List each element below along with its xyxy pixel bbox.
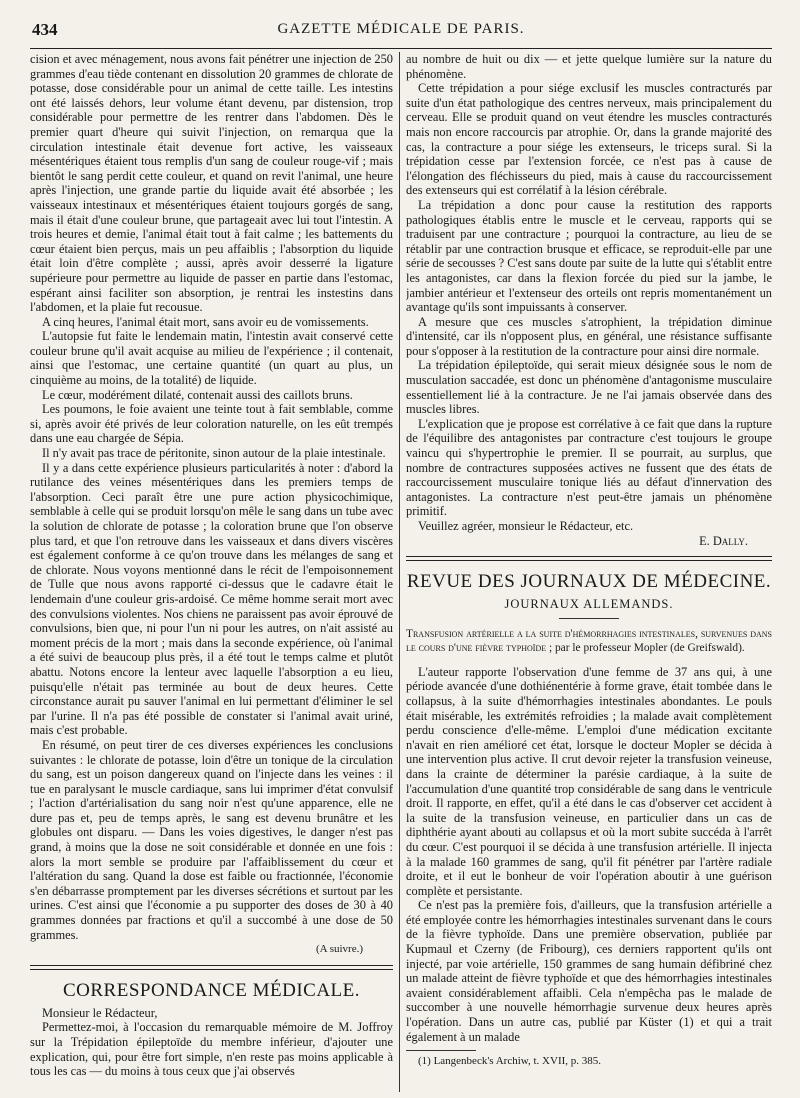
paragraph: cision et avec ménagement, nous avons fait pénétrer une injection de 250 grammes d'eau tiède contenant en dissolution 20 grammes de chlorate de potasse, dose considérable pour un animal de cette taille. Les intestins ont été laissés dehors, leur volume étant devenu, par distension, trop considérable pour permettre de les rentrer dans l'abdomen. Dès le premier quart d'heure qui suivit l'injection, on remarqua que la circulation intestinale était devenue fort active, les vaisseaux mésentériques étaient tous remplis d'un sang de couleur rouge-vif ; mais bientôt le sang perdit cette couleur, et quand on revit l'animal, une heure après l'injection, une grande partie du liquide avait été absorbée ; les vaisseaux intestinaux et mésentériques étaient toujours gorgés de sang, mais il était d'une couleur brune, que partageait avec lui tout l'intestin. A trois heures et demie, l'animal était tout à fait calme ; les battements du cœur étaient bien perçus, mais un peu affaiblis ; l'absorption du liquide était loin d'être complète ; aussi, après avoir desserré la ligature supérieure pour permettre au liquide de passer en partie dans l'estomac, espérant ainsi faciliter son absorption, je rentrai les instestins dans l'abdomen, et la plaie fut recousue.	[30, 52, 393, 315]
paragraph: L'explication que je propose est corrélative à ce fait que dans la rupture de l'équilibre des antagonistes par contracture c'est toujours le groupe vaincu qui s'hypertrophie le premier. Il se pourrait, au surplus, que nombre de contractures supposées actives ne fussent que des états de raccourcissement musculaire tonique liés au défaut d'innervation des antagonistes. La contracture n'est peut-être jamais un phénomène primitif.	[406, 416, 772, 519]
section-rule	[30, 965, 393, 970]
title-rule	[559, 618, 619, 619]
paragraph: Cette trépidation a pour siége exclusif les muscles contracturés par suite d'un état pathologique des centres nerveux, mais principalement du cerveau. Elle se produit quand on veut étendre les muscles contracturés mais non encore raccourcis par atrophie. Or, dans la grande majorité des cas, la contracture a pour siége les extenseurs, le triceps sural. Si la trépidation cesse par l'extension forcée, ce n'est pas à cause de l'élongation des fléchisseurs du pied, mais à cause du raccourcissement des extenseurs qui est corrélatif à la lésion cérébrale.	[406, 81, 772, 198]
column-divider	[399, 52, 400, 1092]
article-title: Transfusion artérielle a la suite d'hémorrhagies intestinales, survenues dans le cours d'une fièvre typhoïde ;	[406, 627, 772, 654]
paragraph: L'auteur rapporte l'observation d'une femme de 37 ans qui, à une période avancée d'une dothiénentérie à forme grave, était tombée dans le collapsus, à la suite d'hémorrhagies intestinales abondantes. Le pouls était misérable, les extrémités refroidies ; la malade avait complètement perdu conscience d'elle-même. L'emploi d'une médication excitante n'avait en rien amélioré cet état, lorsque le docteur Mopler se décida à une intervention plus active. Il crut devoir rejeter la transfusion veineuse, dans la crainte de déterminer la parésie cardiaque, à la suite de l'accumulation d'une quantité trop considérable de sang dans le ventricule droit. Il rapporte, en effet, qu'il a été dans le cas d'observer cet accident à la suite de la transfusion veineuse, en particulier dans un cas de diphthérie ayant abouti au collapsus et où la mort subite succéda à l'arrêt du cœur. C'est pourquoi il se décida à une transfusion artérielle. Il injecta à la malade 160 grammes de sang, qu'il fit pénétrer par l'artère radiale droite, et il eut le bonheur de voir l'opération aboutir à une guérison complète et persistante.	[406, 664, 772, 898]
article-author: par le professeur Mopler (de Greifswald).	[554, 641, 745, 654]
paragraph: La trépidation épileptoïde, qui serait mieux désignée sous le nom de musculation saccadée, est donc un phénomène d'antagonisme musculaire essentiellement lié à la contracture. Je ne l'ai jamais observée dans des muscles libres.	[406, 358, 772, 417]
section-rule	[406, 556, 772, 561]
left-column	[30, 52, 393, 1092]
signature: E. Dally.	[699, 533, 748, 548]
revue-title: REVUE DES JOURNAUX DE MÉDECINE.	[406, 571, 772, 593]
paragraph: Il n'y avait pas trace de péritonite, sinon autour de la plaie intestinale.	[42, 446, 386, 461]
paragraph: Il y a dans cette expérience plusieurs particularités à noter : d'abord la rutilance des veines mésentériques dans les premiers temps de l'absorption. Ceci paraît être une pure action physicochimique, semblable à celle qui se produit lorsqu'on mêle le sang dans un tube avec la solution de chlorate de potasse ; la coloration brune que l'on observe plus tard, et que l'on retrouve dans les vaisseaux et dans divers viscères est également conforme à ce qu'on trouve dans les mélanges de sang et de chlorate. Nous voyons mentionné dans le récit de l'empoisonnement de Tulle que nous avons rapporté ci-dessus que le cadavre était le lendemain d'une couleur gris-ardoisé. Ce même homme serait mort avec des convulsions violentes. Nos chiens ne paraissent pas avoir éprouvé de convulsions, bien que, ni pour l'un ni pour les autres, on n'ait assisté au moment précis de la mort ; mais dans la seconde expérience, où l'animal a été suivi de beaucoup plus près, il a été tout le temps calme et plutôt abattu. Notons encore la lenteur avec laquelle l'absorption a eu lieu, puisqu'elle n'était pas terminée au bout de deux heures. Cette circonstance aurait pu sauver l'animal en lui permettant d'éliminer le sel par l'urine. Il n'a pas été possible de constater si l'animal avait uriné, mais c'est probable.	[30, 460, 393, 738]
paragraph: au nombre de huit ou dix — et jette quelque lumière sur la nature du phénomène.	[406, 52, 772, 81]
correspondance-title: CORRESPONDANCE MÉDICALE.	[62, 979, 361, 1001]
right-column	[406, 52, 772, 1092]
paragraph: En résumé, on peut tirer de ces diverses expériences les conclusions suivantes : le chlorate de potasse, loin d'être un tonique de la circulation du sang, est un poison dangereux quand on l'injecte dans les veines : il tue en paralysant le muscle cardiaque, sans lui imprimer d'état convulsif ; l'action d'artérialisation du sang noir n'est qu'une apparence, elle ne dure pas et, peu de temps après, le sang est devenu brunâtre et les globules ont disparu. — Dans les voies digestives, le danger n'est pas grand, à moins que la dose ne soit considérable et donnée en une fois : alors la mort semble se produire par l'affaiblissement du cœur et l'altération du sang. Quand la dose est faible ou fractionnée, l'économie s'en débarrasse promptement par les diverses sécrétions et surtout par les urines. C'est ainsi que l'économie a pu supporter des doses de 30 à 40 grammes données par fractions et qu'il a succombé à une dose de 50 grammes.	[30, 737, 393, 942]
paragraph: Ce n'est pas la première fois, d'ailleurs, que la transfusion artérielle a été employée contre les hémorrhagies intestinales survenant dans le cours de la fièvre typhoïde. Dans une première observation, publiée par Kupmaul et Czerny (de Fribourg), ces derniers rapportent qu'ils ont injecté, par voie artérielle, 150 grammes de sang humain défibriné chez un malade atteint de fièvre typhoïde et que des hémorrhagies intestinales avaient considérablement affaibli. Cela n'empêcha pas le malade de succomber à une nouvelle hémorrhagie survenue deux heures après l'opération. Dans un autre cas, publié par Küster (1) et qui a trait également à un malade	[406, 898, 772, 1044]
page-number: 434	[32, 20, 58, 39]
article-heading	[406, 627, 772, 655]
running-title: GAZETTE MÉDICALE DE PARIS.	[277, 21, 525, 37]
header-rule	[30, 48, 772, 49]
paragraph: Le cœur, modérément dilaté, contenait aussi des caillots bruns.	[42, 387, 353, 402]
salutation: Monsieur le Rédacteur,	[42, 1005, 158, 1020]
paragraph: Permettez-moi, à l'occasion du remarquable mémoire de M. Joffroy sur la Trépidation épileptoïde du membre inférieur, d'ajouter une explication, qui, pour être fort simple, n'en reste pas moins applicable à tous les cas — du moins à tous ceux que j'ai observés	[30, 1020, 393, 1079]
to-be-continued: (A suivre.)	[315, 943, 363, 956]
paragraph: L'autopsie fut faite le lendemain matin, l'intestin avait conservé cette couleur brune qu'il avait acquise au milieu de l'expérience ; il contenait, ainsi que l'estomac, une certaine quantité (un quart au plus, un cinquième au moins, de la totalité) de liquide.	[30, 329, 393, 388]
footnote: (1) Langenbeck's Archiw, t. XVII, p. 385.	[418, 1055, 602, 1068]
page-header	[30, 20, 772, 44]
paragraph: A mesure que ces muscles s'atrophient, la trépidation diminue d'intensité, car ils n'opposent plus, en général, une résistance suffisante pour s'opposer à la restitution de la contracture pour ainsi dire normale.	[406, 314, 772, 358]
paragraph: A cinq heures, l'animal était mort, sans avoir eu de vomissements.	[42, 314, 369, 329]
paragraph: Veuillez agréer, monsieur le Rédacteur, etc.	[418, 519, 634, 533]
paragraph: Les poumons, le foie avaient une teinte tout à fait semblable, comme si, après avoir été privés de leur coloration naturelle, on les eût trempés dans une eau chargée de Sépia.	[30, 402, 393, 446]
paragraph: La trépidation a donc pour cause la restitution des rapports pathologiques établis entre le muscle et le cerveau, rapports qui se traduisent par une contracture ; pourquoi la contracture, au lieu de se rétablir par une contraction brusque et efficace, se reproduit-elle par une série de secousses ? C'est sans doute par suite de la lutte qui s'établit entre les antagonistes, car dans la flexion forcée du pied sur la jambe, le jambier antérieur et l'extenseur des orteils ont repris momentanément un avantage qu'ils sont impuissants à conserver.	[406, 197, 772, 315]
footnote-rule	[406, 1050, 476, 1051]
revue-subtitle: JOURNAUX ALLEMANDS.	[504, 597, 674, 612]
